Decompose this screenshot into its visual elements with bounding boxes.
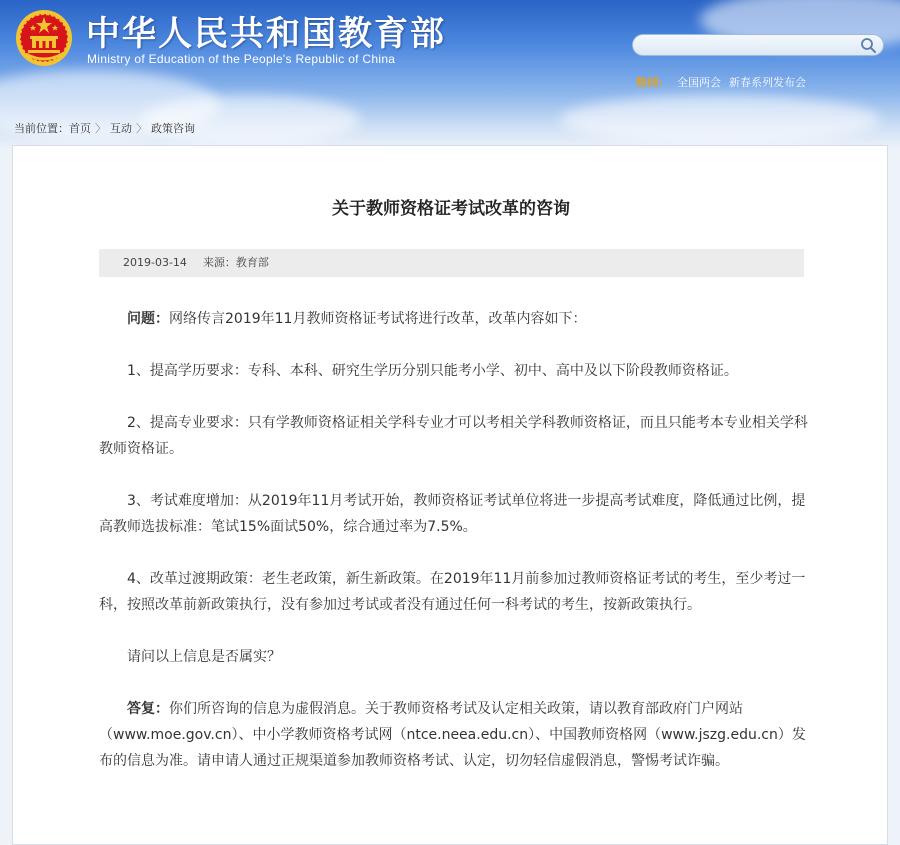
question-item-4: 4、改革过渡期政策：老生老政策，新生新政策。在2019年11月前参加过教师资格证考试的考生，至少考过一科，按照改革前新政策执行，没有参加过考试或者没有通过任何一科考试的考生，按新政策执行。 [99, 571, 806, 613]
article-date: 2019-03-14 [123, 256, 187, 269]
article-body [99, 306, 809, 800]
hot-link-lianghui[interactable]: 全国两会 [677, 76, 721, 89]
article-meta [99, 249, 804, 277]
hot-words [636, 74, 806, 90]
answer-label: 答复： [127, 701, 169, 717]
answer-text: 你们所咨询的信息为虚假消息。关于教师资格考试及认定相关政策，请以教育部政府门户网站（www.moe.gov.cn）、中小学教师资格考试网（ntce.neea.edu.cn）、中国教师资格网（www.jszg.edu.cn）发布的信息为准。请申请人通过正规渠道参加教师资格考试、认定，切勿轻信虚假消息，警惕考试诈骗。 [99, 701, 806, 769]
answer-paragraph [99, 696, 809, 774]
question-label: 问题： [127, 311, 169, 327]
question-item-1: 1、提高学历要求：专科、本科、研究生学历分别只能考小学、初中、高中及以下阶段教师资格证。 [127, 363, 738, 379]
article-source: 来源：教育部 [202, 256, 269, 269]
question-intro: 网络传言2019年11月教师资格证考试将进行改革，改革内容如下： [169, 311, 587, 327]
question-item-2: 2、提高专业要求：只有学教师资格证相关学科专业才可以考相关学科教师资格证，而且只能考本专业相关学科教师资格证。 [99, 415, 808, 457]
question-paragraph [99, 306, 809, 332]
question-end: 请问以上信息是否属实？ [127, 649, 281, 665]
breadcrumb-separator: 〉 [95, 122, 106, 135]
question-item-3: 3、考试难度增加：从2019年11月考试开始，教师资格证考试单位将进一步提高考试难度，降低通过比例，提高教师选拔标准：笔试15%面试50%，综合通过率为7.5%。 [99, 493, 806, 535]
site-subtitle: Ministry of Education of the People's Republic of China [87, 52, 396, 66]
search-icon[interactable] [860, 37, 877, 54]
site-title[interactable]: 中华人民共和国教育部 [86, 14, 446, 54]
article-title: 关于教师资格证考试改革的咨询 [332, 199, 570, 219]
article-panel [12, 145, 888, 845]
breadcrumb-policy-consult[interactable]: 政策咨询 [151, 122, 195, 135]
breadcrumb-interaction[interactable]: 互动 [110, 122, 132, 135]
breadcrumb-separator: 〉 [136, 122, 147, 135]
national-emblem-icon[interactable] [14, 8, 74, 68]
hot-link-press-conference[interactable]: 新春系列发布会 [729, 76, 806, 89]
search-input[interactable] [641, 36, 855, 56]
breadcrumb-prefix: 当前位置： [14, 122, 69, 135]
search-box [632, 34, 884, 56]
breadcrumb-home[interactable]: 首页 [69, 122, 91, 135]
breadcrumb [14, 120, 195, 136]
cloud-decoration [560, 95, 880, 145]
hot-label: 热词： [636, 76, 669, 89]
